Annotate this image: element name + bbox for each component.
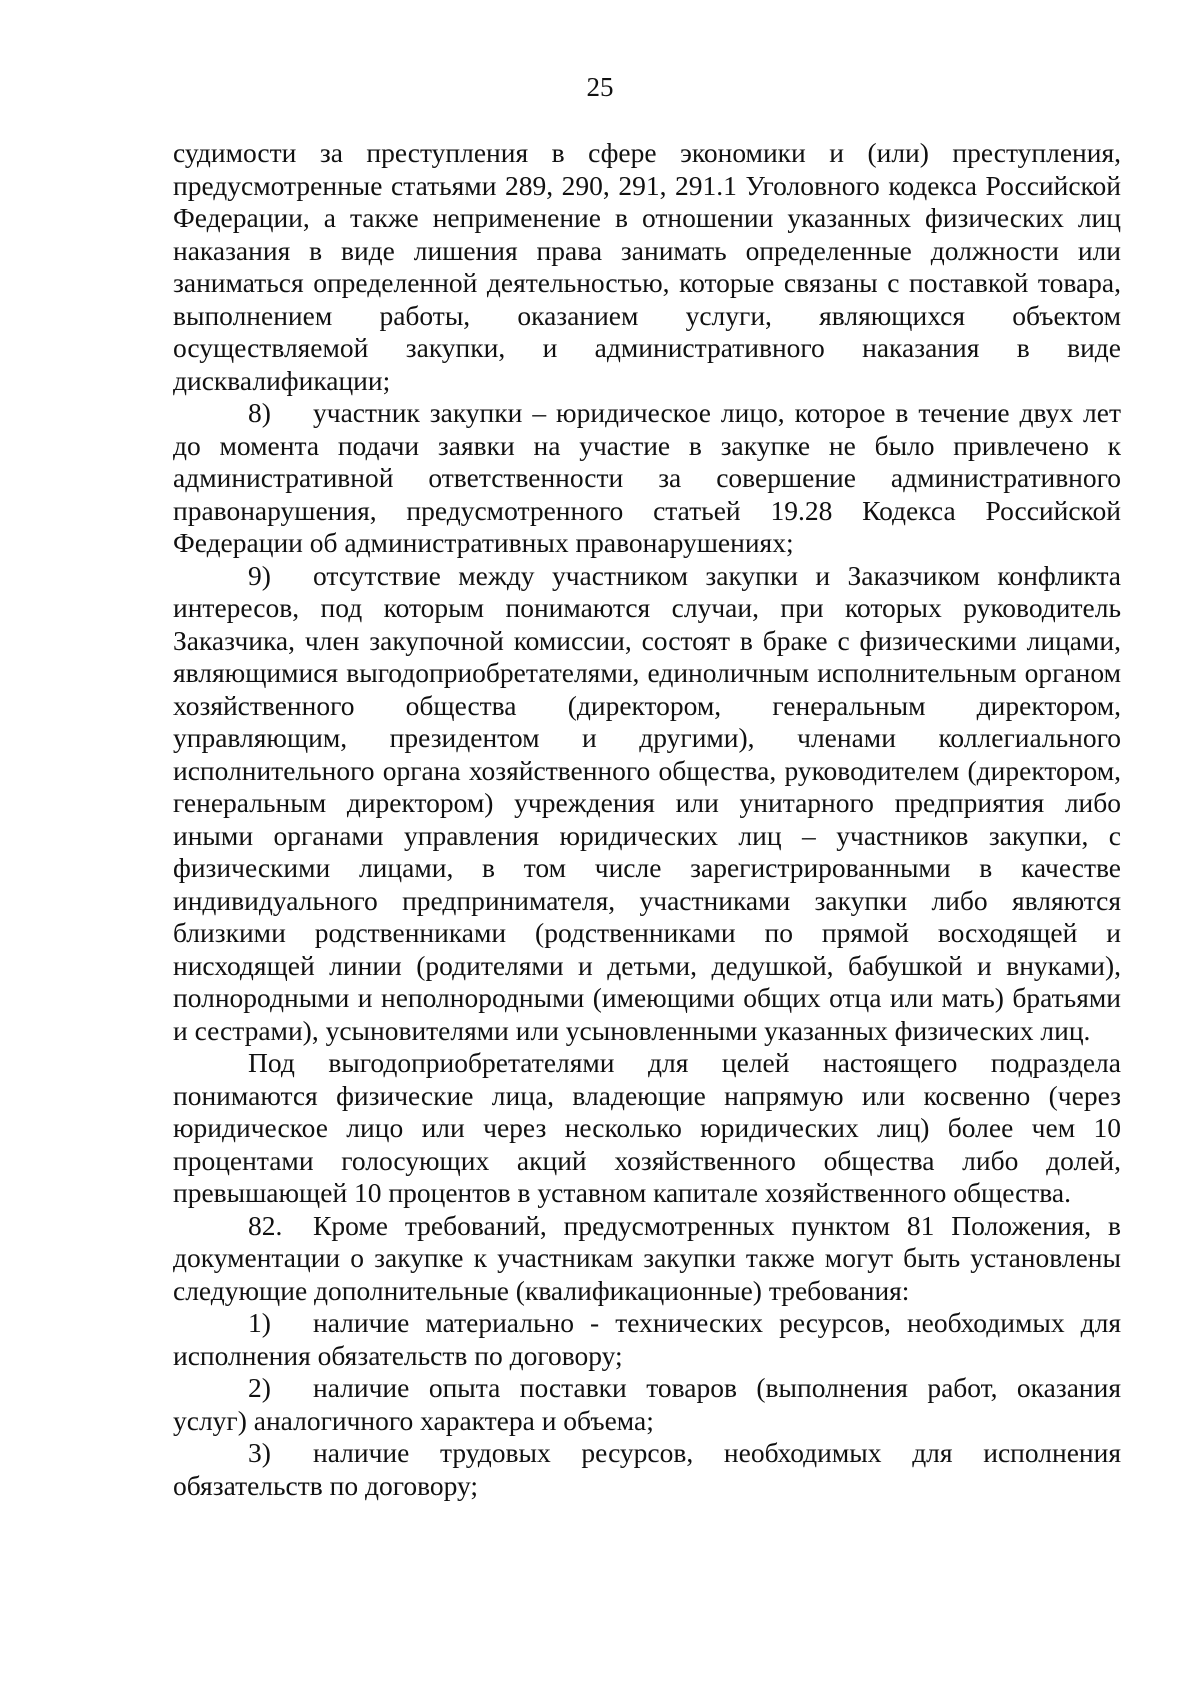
list-item-2	[173, 1372, 1121, 1437]
item-text: наличие трудовых ресурсов, необходимых для исполнения обязательств по договору;	[173, 1437, 1121, 1501]
item-number: 2)	[248, 1372, 271, 1403]
document-body	[173, 137, 1121, 1502]
item-text: наличие материально - технических ресурсов, необходимых для исполнения обязательств по договору;	[173, 1307, 1121, 1371]
clause-number: 82.	[248, 1209, 283, 1241]
item-number: 1)	[248, 1307, 271, 1338]
paragraph-continuation: судимости за преступления в сфере экономики и (или) преступления, предусмотренные статьями 289, 290, 291, 291.1 Уголовного кодекса Российской Федерации, а также неприменение в отношении указанных физических лиц наказания в виде лишения права занимать определенные должности или заниматься определенной деятельностью, которые связаны с поставкой товара, выполнением работы, оказанием услуги, являющихся объектом осуществляемой закупки, и административного наказания в виде дисквалификации;	[173, 137, 1121, 396]
item-number: 3)	[248, 1437, 271, 1468]
item-text: участник закупки – юридическое лицо, которое в течение двух лет до момента подачи заявки на участие в закупке не было привлечено к административной ответственности за совершение административного правонарушения, предусмотренного статьей 19.28 Кодекса Российской Федерации об административных правонарушениях;	[173, 397, 1121, 558]
item-number: 8)	[248, 397, 271, 428]
list-item-9	[173, 560, 1121, 1048]
clause-text: Кроме требований, предусмотренных пунктом 81 Положения, в документации о закупке к участникам закупки также могут быть установлены следующие дополнительные (квалификационные) требования:	[173, 1209, 1121, 1306]
list-item-1	[173, 1307, 1121, 1372]
item-text: отсутствие между участником закупки и Заказчиком конфликта интересов, под которым понимаются случаи, при которых руководитель Заказчика, член закупочной комиссии, состоят в браке с физическими лицами, являющимися выгодоприобретателями, единоличным исполнительным органом хозяйственного общества (директором, генеральным директором, управляющим, президентом и другими), членами коллегиального исполнительного органа хозяйственного общества, руководителем (директором, генеральным директором) учреждения или унитарного предприятия либо иными органами управления юридических лиц – участников закупки, с физическими лицами, в том числе зарегистрированными в качестве индивидуального предпринимателя, участниками закупки либо являются близкими родственниками (родственниками по прямой восходящей и нисходящей линии (родителями и детьми, дедушкой, бабушкой и внуками), полнородными и неполнородными (имеющими общих отца или мать) братьями и сестрами), усыновителями или усыновленными указанных физических лиц.	[173, 559, 1121, 1046]
page-number: 25	[586, 72, 614, 102]
list-item-3	[173, 1437, 1121, 1502]
clause-82	[173, 1210, 1121, 1308]
item-text: наличие опыта поставки товаров (выполнения работ, оказания услуг) аналогичного характера и объема;	[173, 1372, 1121, 1436]
item-number: 9)	[248, 559, 271, 591]
list-item-8	[173, 397, 1121, 560]
paragraph-beneficiaries: Под выгодоприобретателями для целей настоящего подраздела понимаются физические лица, владеющие напрямую или косвенно (через юридическое лицо или через несколько юридических лиц) более чем 10 процентами голосующих акций хозяйственного общества либо долей, превышающей 10 процентов в уставном капитале хозяйственного общества.	[173, 1047, 1121, 1208]
